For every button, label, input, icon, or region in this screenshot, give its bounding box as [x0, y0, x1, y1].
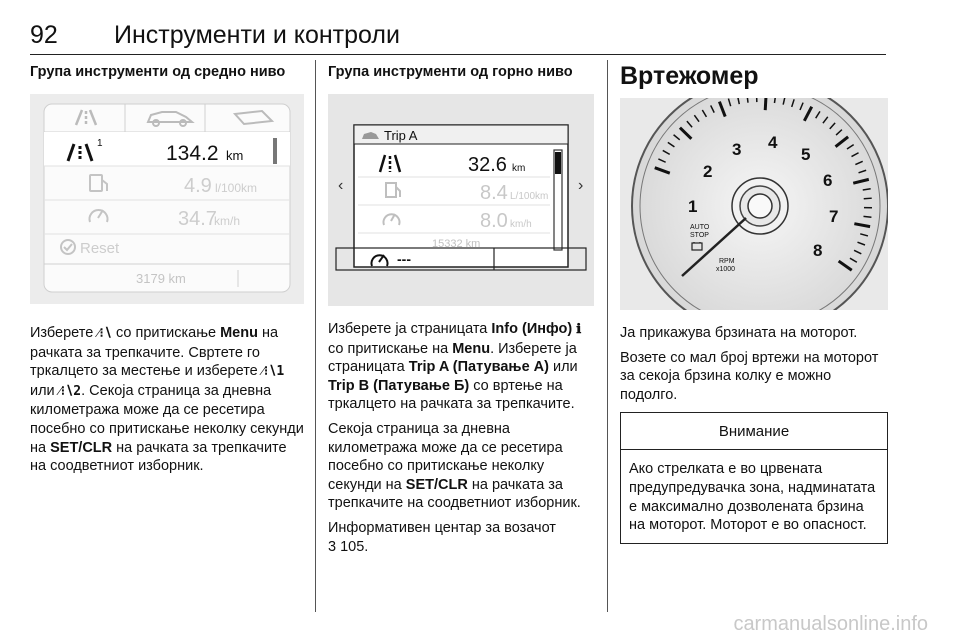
setclr-key-label: SET/CLR [50, 439, 113, 456]
trip-sup: 1 [97, 138, 103, 149]
trip-distance-unit: km [512, 163, 526, 174]
svg-text:2: 2 [703, 162, 713, 181]
odometer-total: 3179 km [136, 271, 186, 286]
body-paragraph: Информативен центар за возачот 3 105. [328, 519, 556, 555]
status-dashes: --- [397, 251, 411, 267]
reset-label: Reset [80, 240, 120, 257]
watermark: carmanualsonline.info [733, 613, 928, 635]
odometer-total: 15332 km [432, 238, 481, 250]
info-label: Info (Инфо) [491, 321, 573, 337]
column-upper-level-cluster [328, 64, 594, 556]
auto-stop-indicator [690, 224, 710, 239]
dial-tick [864, 198, 872, 199]
column-mid-level-cluster [30, 64, 304, 476]
svg-text:RPM: RPM [719, 258, 735, 265]
average-speed-unit: km/h [510, 219, 532, 230]
trip-symbol-icon: ⁄⁝∖ [58, 383, 74, 399]
svg-text:6: 6 [823, 171, 833, 190]
section-heading: Група инструменти од средно ниво [30, 64, 286, 80]
average-speed-value: 34.7 [178, 208, 217, 230]
chevron-right-icon: › [578, 177, 584, 194]
warning-title: Внимание [621, 413, 887, 450]
average-speed-value: 8.0 [480, 210, 508, 232]
body-paragraph: Изберете ⁄⁝∖ со притискање Menu на рачката за трепкачите. Свртете го тркалцето за местење и изберете ⁄⁝∖1 или ⁄⁝∖2. Секоја страница за дневна километража може да се ресетира посебно со притискање неколку секунди на SET/CLR на рачката за трепкачите на соодветниот изборник. [30, 325, 304, 475]
column-divider [315, 60, 316, 612]
menu-key-label: Menu [220, 325, 258, 341]
page-title: Инструменти и контроли [114, 21, 400, 49]
body-paragraph: Ја прикажува брзината на моторот. [620, 325, 858, 341]
fuel-consumption-value: 4.9 [184, 175, 212, 197]
dial-tick [863, 216, 871, 217]
svg-text:5: 5 [801, 145, 811, 164]
trip-symbol-icon: ⁄⁝∖ [97, 326, 112, 341]
body-paragraph: Секоја страница за дневна километража може да се ресетира посебно со притискање неколку секунди на SET/CLR на рачката за трепкачите на соодветниот изборник. [328, 420, 581, 512]
trip-distance-unit: km [226, 148, 244, 163]
average-speed-unit: km/h [214, 214, 241, 228]
body-paragraph: Изберете ја страницата Info (Инфо) ℹ со притискање на Menu. Изберете ја страницата Trip A (Патување А) или Trip B (Патување Б) со вртење на тркалцето на рачката за трепкачите. [328, 321, 582, 413]
setclr-key-label: SET/CLR [405, 476, 468, 493]
trip-symbol-icon: ⁄⁝∖ [261, 364, 277, 380]
trip-distance-value: 134.2 [166, 142, 219, 165]
svg-text:STOP: STOP [690, 232, 709, 239]
fuel-consumption-unit: l/100km [215, 181, 258, 195]
trip-a-label: Trip A (Патување А) [408, 359, 549, 376]
rpm-label [716, 258, 735, 273]
mid-level-display-illustration [30, 94, 304, 304]
svg-text:x1000: x1000 [716, 266, 736, 273]
menu-key-label: Menu [452, 340, 491, 357]
page-number: 92 [30, 21, 58, 49]
page-header [30, 18, 886, 55]
svg-text:3: 3 [732, 140, 742, 159]
svg-text:8: 8 [813, 241, 823, 260]
upper-level-display-illustration [328, 94, 594, 306]
fuel-consumption-unit: L/100km [510, 191, 549, 202]
tachometer-illustration [620, 98, 888, 310]
body-paragraph: Возете со мал број вртежи на моторот за секоја брзина колку е можно подолго. [620, 349, 879, 403]
svg-text:1: 1 [688, 197, 698, 216]
dial-tick [765, 98, 766, 110]
chevron-left-icon: ‹ [338, 177, 344, 194]
section-heading: Група инструменти од горно ниво [328, 64, 573, 80]
svg-text:4: 4 [768, 133, 778, 152]
dial-tick [747, 98, 748, 103]
svg-text:7: 7 [829, 207, 839, 226]
display-page-title: Trip A [384, 128, 418, 143]
info-icon: ℹ [576, 322, 582, 337]
section-title: Вртежомер [620, 62, 759, 90]
column-divider [607, 60, 608, 612]
page-reference: 3 105. [328, 538, 369, 555]
trip-distance-value: 32.6 [468, 154, 507, 176]
warning-box [620, 412, 888, 543]
warning-text: Ако стрелката е во црвената предупредувачка зона, надминатата е максимално дозволената брзина на моторот. Моторот е во опасност. [629, 461, 876, 534]
fuel-consumption-value: 8.4 [480, 182, 508, 204]
column-tachometer [620, 64, 888, 544]
svg-text:AUTO: AUTO [690, 224, 710, 231]
trip-b-label: Trip B (Патување Б) [328, 377, 470, 394]
